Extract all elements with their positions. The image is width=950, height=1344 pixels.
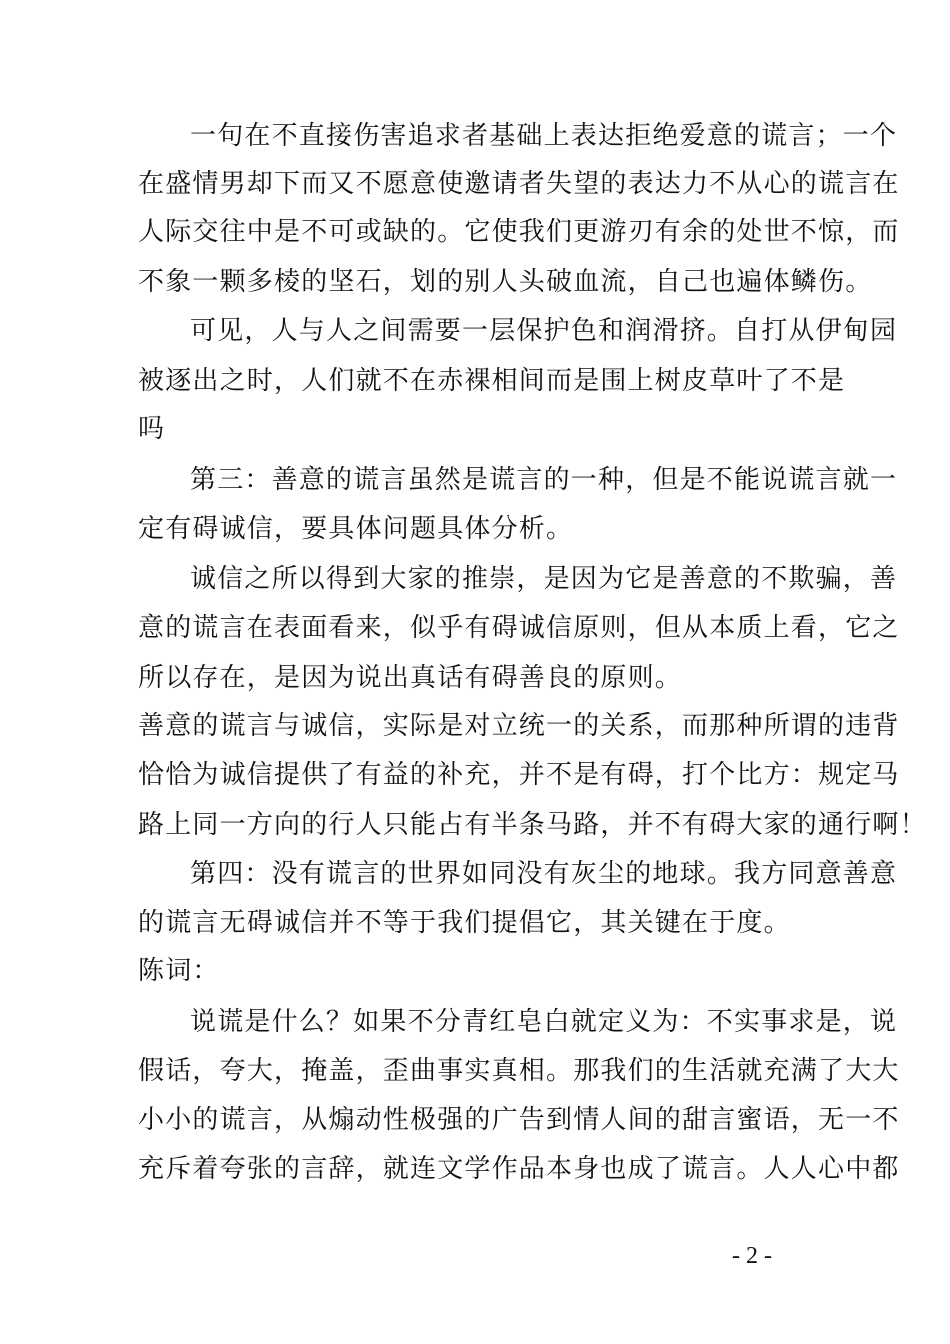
text-line: 一句在不直接伤害追求者基础上表达拒绝爱意的谎言；一个: [190, 121, 898, 151]
text-line: 恰恰为诚信提供了有益的补充，并不是有碍，打个比方：规定马: [138, 760, 900, 790]
text-line: 诚信之所以得到大家的推崇，是因为它是善意的不欺骗，善: [190, 564, 898, 594]
text-line: 路上同一方向的行人只能占有半条马路，并不有碍大家的通行啊！: [138, 810, 927, 840]
text-line: 第四：没有谎言的世界如同没有灰尘的地球。我方同意善意: [190, 859, 898, 889]
text-line: 说谎是什么？如果不分青红皂白就定义为：不实事求是，说: [190, 1007, 898, 1037]
text-line: 定有碍诚信，要具体问题具体分析。: [138, 514, 574, 544]
text-line: 充斥着夸张的言辞，就连文学作品本身也成了谎言。人人心中都: [138, 1154, 900, 1184]
text-line: 可见，人与人之间需要一层保护色和润滑挤。自打从伊甸园: [190, 316, 898, 346]
text-line: 的谎言无碍诚信并不等于我们提倡它，其关键在于度。: [138, 908, 791, 938]
text-line: 假话，夸大，掩盖，歪曲事实真相。那我们的生活就充满了大大: [138, 1056, 900, 1086]
text-line: 在盛情男却下而又不愿意使邀请者失望的表达力不从心的谎言在: [138, 169, 900, 199]
text-line: 意的谎言在表面看来，似乎有碍诚信原则，但从本质上看，它之: [138, 613, 900, 643]
page-number: - 2 -: [732, 1243, 772, 1269]
text-line: 被逐出之时，人们就不在赤裸相间而是围上树皮草叶了不是: [138, 366, 846, 396]
text-line: 小小的谎言，从煽动性极强的广告到情人间的甜言蜜语，无一不: [138, 1105, 900, 1135]
text-line: 人际交往中是不可或缺的。它使我们更游刃有余的处世不惊，而: [138, 217, 900, 247]
text-line: 善意的谎言与诚信，实际是对立统一的关系，而那种所谓的违背: [138, 711, 900, 741]
text-line: 不象一颗多棱的坚石，划的别人头破血流，自己也遍体鳞伤。: [138, 267, 873, 297]
text-line: 第三：善意的谎言虽然是谎言的一种，但是不能说谎言就一: [190, 465, 898, 495]
text-line: 所以存在，是因为说出真话有碍善良的原则。: [138, 663, 683, 693]
text-line: 吗: [138, 414, 166, 444]
section-label: 陈词：: [138, 956, 220, 986]
